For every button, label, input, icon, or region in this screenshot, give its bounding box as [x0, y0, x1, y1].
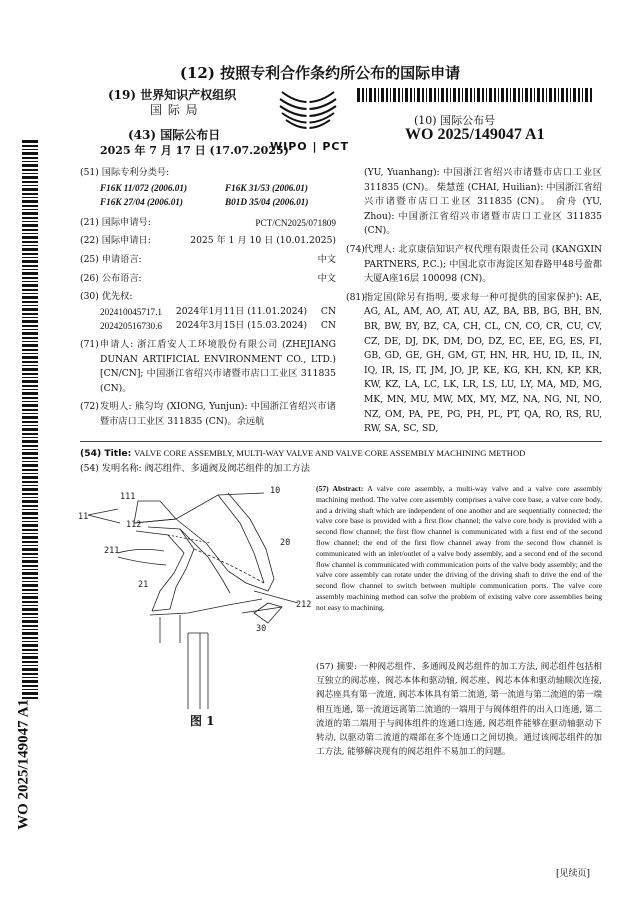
ipc-label: (51) 国际专利分类号: — [80, 167, 170, 178]
filing-value: 2025 年 1 月 10 日 (10.01.2025) — [190, 235, 336, 247]
applang-value: 中文 — [317, 253, 336, 265]
priority-date: 2024年1月11日 (11.01.2024) — [175, 305, 308, 317]
org-sub: 国 际 局 — [150, 103, 199, 117]
appno-label: (21) 国际申请号: — [80, 216, 151, 228]
priority-list — [80, 305, 336, 334]
appno-row — [80, 216, 336, 231]
agent-code: (74) — [346, 243, 365, 255]
priority-country: CN — [320, 320, 336, 332]
abstract-cn-label: (57) 摘要: — [316, 662, 357, 672]
org-code: (19) — [108, 88, 137, 102]
ipc-code: F16K 11/072 (2006.01) — [100, 182, 188, 193]
inventor-continued: (YU, Yuanhang): 中国浙江省绍兴市诸暨市店口工业区 311835 (CN)。 柴慧莲 (CHAI, Huilian): 中国浙江省绍兴市诸暨市店口工业区 311835 (CN)。 俞舟 (YU, Zhou): 中国浙江省绍兴市诸暨市店口工业区 311835 (CN)。 — [364, 167, 602, 237]
priority-label: (30) 优先权: — [80, 291, 133, 303]
pubno-value: WO 2025/149047 A1 — [405, 126, 545, 143]
priority-country: CN — [320, 305, 336, 317]
org-name: 世界知识产权组织 — [140, 88, 237, 102]
title-cn-row — [80, 462, 602, 477]
figure-label: 30 — [256, 624, 267, 634]
ipc-row — [100, 195, 336, 210]
barcode-vertical-icon — [22, 140, 38, 700]
pubno-code: (10) — [414, 114, 437, 127]
states-code: (81) — [346, 291, 365, 303]
publang-label: (26) 公布语言: — [80, 272, 142, 284]
ipc-list — [80, 181, 336, 210]
ipc-code: F16K 27/04 (2006.01) — [100, 197, 183, 208]
title-cn-label: (54) 发明名称: — [80, 462, 142, 474]
document-title: (12) 按照专利合作条约所公布的国际申请 — [179, 64, 461, 82]
figure-label: 212 — [296, 600, 312, 610]
appno-value: PCT/CN2025/071809 — [255, 217, 336, 228]
figure-drawing — [88, 493, 298, 709]
abstract-en-label: (57) Abstract: — [316, 484, 364, 493]
agent-text: 代理人: 北京康信知识产权代理有限责任公司 (KANGXIN PARTNERS, P.C.); 中国北京市海淀区知春路甲48号盈都大厦A座16层 100098 (CN)。 — [364, 243, 602, 285]
ipc-code: F16K 31/53 (2006.01) — [225, 182, 308, 193]
priority-row — [100, 319, 336, 334]
figure-label: 112 — [126, 520, 142, 530]
figure-caption: 图 1 — [190, 714, 215, 728]
figure-label: 11 — [78, 512, 89, 522]
priority-date: 2024年3月15日 (15.03.2024) — [175, 320, 308, 332]
states-text: 指定国(除另有指明, 要求每一种可提供的国家保护): AE, AG, AL, AM, AO, AT, AU, AZ, BA, BB, BG, BH, BN, BR, BW, BY, BZ, CA, CH, CL, CN, CO, CR, CU, CV, CZ, DE, DJ, DK, DM, DO, DZ, EC, EE, EG, ES, FI, GB, GD, GE, GH, GM, GT, HN, HR, HU, ID, IL, IN, IQ, IR, IS, IT, JM, JO, JP, KE, KG, KH, KN, KP, KR, KW, KZ, LA, LC, LK, LR, LS, LU, LY, MA, MD, MG, MK, MN, MU, MW, MX, MY, MZ, NA, NG, NI, NO, NZ, OM, PA, PE, PG, PH, PL, PT, QA, RO, RS, RU, RW, SA, SC, SD, — [364, 291, 602, 435]
figure-label: 10 — [270, 486, 281, 496]
filing-label: (22) 国际申请日: — [80, 235, 151, 247]
applang-row — [80, 253, 336, 268]
priority-number: 202410045717.1 — [100, 306, 163, 317]
pubdate-value: 2025 年 7 月 17 日 (17.07.2025) — [100, 144, 289, 157]
title-en-row — [80, 446, 602, 462]
applicant-text: 申请人: 浙江盾安人工环境股份有限公司 (ZHEJIANG DUNAN ARTIFICIAL ENVIRONMENT CO., LTD.) [CN/CN]; 中国浙江省绍兴市诸暨市店口工业区 311835 (CN)。 — [100, 338, 336, 394]
inventor-text: 发明人: 熊匀均 (XIONG, Yunjun): 中国浙江省绍兴市诸暨市店口工业区 311835 (CN)。余远航 — [100, 401, 336, 427]
biblio-right — [346, 166, 602, 437]
priority-row — [100, 305, 336, 320]
publang-value: 中文 — [317, 272, 336, 284]
divider — [80, 441, 602, 442]
ipc-code: B01D 35/04 (2006.01) — [225, 197, 309, 208]
title-en-value: VALVE CORE ASSEMBLY, MULTI-WAY VALVE AND VALVE CORE ASSEMBLY MACHINING METHOD — [134, 448, 526, 458]
abstract-cn-text: 一种阀芯组件、多通阀及阀芯组件的加工方法, 阀芯组件包括相互独立的阀芯座、阀芯本体和驱动轴, 阀芯座、阀芯本体和驱动轴顺次连接, 阀芯座具有第一流道, 阀芯本体具有第二流道, 第一流道与第二流道的第一端相互连通, 第一流道远离第二流道的一端用于与阀体组件的出入口连通, 第二流道的第二端用于与阀体组件的连通口连通, 阀芯组件能够在驱动轴驱动下转动, 以驱动第二流道的端部在多个连通口之间切换。通过该阀芯组件的加工方法, 能够解决现有的阀芯组件不易加工的问题。 — [316, 662, 602, 758]
publang-row — [80, 272, 336, 287]
abstract-en — [316, 484, 602, 614]
applang-label: (25) 申请语言: — [80, 253, 142, 265]
pubdate-code: (43) — [128, 128, 157, 142]
pubdate-block — [128, 126, 220, 143]
pubdate-label: 国际公布日 — [160, 128, 221, 142]
ipc-row — [100, 181, 336, 196]
agent-row — [346, 243, 602, 287]
priority-number: 202420516730.6 — [100, 321, 163, 332]
figure-label: 20 — [280, 538, 291, 548]
figure-label: 21 — [138, 580, 149, 590]
barcode-icon — [357, 88, 594, 102]
inventor-row — [80, 400, 336, 429]
states-row — [346, 291, 602, 437]
abstract-en-text: A valve core assembly, a multi-way valve and a valve core assembly machining method. The valve core assembly comprises a valve core base, a valve core body, and a driving shaft which are independent of one another and are sequentially connected; the valve core base is provided with a first flow channel; the valve core body is provided with a second flow channel; the first flow channel is communicated with a first end of the second flow channel; the end of the first flow channel away from the second flow channel is communicated with an inlet/outlet of a valve body assembly, and a second end of the second flow channel is communicated with communication ports of the valve body assembly; and the valve core assembly can rotate under the driving of the driving shaft to drive the end of the second flow channel to switch between multiple communication ports. The valve core assembly machining method can solve the problem of existing valve core assemblies being not easy to machining. — [316, 484, 602, 612]
abstract-cn — [316, 660, 602, 759]
filing-row — [80, 234, 336, 249]
vertical-pub-number: WO 2025/149047 A1 — [15, 699, 32, 830]
pubno-label: 国际公布号 — [440, 114, 496, 127]
patent-figure — [68, 483, 320, 733]
inventor-code: (72) — [80, 401, 99, 413]
biblio-left — [80, 166, 336, 430]
continued-marker: [见续页] — [556, 869, 591, 879]
figure-label: 111 — [120, 492, 136, 502]
title-en-label: (54) Title: — [80, 448, 132, 459]
applicant-code: (71) — [80, 338, 99, 350]
applicant-row — [80, 338, 336, 396]
title-block — [80, 446, 602, 476]
wipo-logo-text: WIPO | PCT — [270, 140, 349, 153]
figure-label: 211 — [104, 546, 120, 556]
title-cn-value: 阀芯组件、多通阀及阀芯组件的加工方法 — [144, 462, 310, 474]
